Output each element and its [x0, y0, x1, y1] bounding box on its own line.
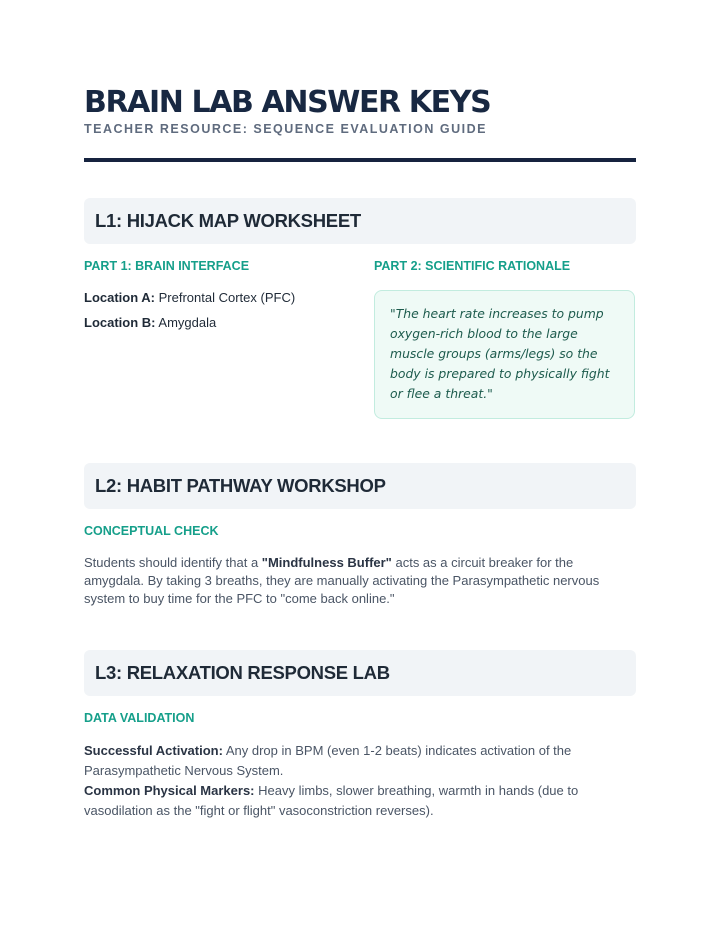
- location-a-value: Prefrontal Cortex (PFC): [158, 290, 296, 305]
- location-b-value: Amygdala: [158, 315, 217, 330]
- physical-markers-label: Common Physical Markers:: [84, 783, 255, 798]
- location-a-label: Location A:: [84, 290, 156, 305]
- location-b: [84, 315, 216, 330]
- page-title: BRAIN LAB ANSWER KEYS: [84, 85, 491, 120]
- section-heading-l3: L3: RELAXATION RESPONSE LAB: [84, 650, 636, 696]
- data-validation-label: DATA VALIDATION: [84, 711, 195, 725]
- physical-markers-body: Heavy limbs, slower breathing, warmth in hands (due to vasodilation as the "fight or flight" vasoconstriction reverses).: [84, 783, 579, 818]
- mindfulness-buffer-term: "Mindfulness Buffer": [261, 555, 392, 570]
- section-heading-l2: L2: HABIT PATHWAY WORKSHOP: [84, 463, 636, 509]
- section-heading-l1: L1: HIJACK MAP WORKSHEET: [84, 198, 636, 244]
- conceptual-check-label: CONCEPTUAL CHECK: [84, 524, 219, 538]
- rationale-quote: "The heart rate increases to pump oxygen-rich blood to the large muscle groups (arms/legs) so the body is prepared to physically fight or flee a threat.": [390, 306, 610, 401]
- location-b-label: Location B:: [84, 315, 156, 330]
- header-divider: [84, 158, 636, 162]
- conceptual-text-after: acts as a circuit breaker for the amygdala. By taking 3 breaths, they are manually activating the Parasympathetic nervous system to buy time for the PFC to "come back online.": [84, 555, 600, 606]
- location-a: [84, 290, 295, 305]
- part2-label: PART 2: SCIENTIFIC RATIONALE: [374, 259, 571, 273]
- page-subtitle: TEACHER RESOURCE: SEQUENCE EVALUATION GUIDE: [84, 122, 487, 136]
- successful-activation-text: [84, 741, 636, 781]
- physical-markers-text: [84, 781, 636, 821]
- conceptual-check-text: [84, 554, 636, 608]
- part1-label: PART 1: BRAIN INTERFACE: [84, 259, 250, 273]
- conceptual-text-before: Students should identify that a: [84, 555, 262, 570]
- successful-activation-label: Successful Activation:: [84, 743, 223, 758]
- rationale-box: [374, 290, 635, 419]
- successful-activation-body: Any drop in BPM (even 1-2 beats) indicates activation of the Parasympathetic Nervous System.: [84, 743, 572, 778]
